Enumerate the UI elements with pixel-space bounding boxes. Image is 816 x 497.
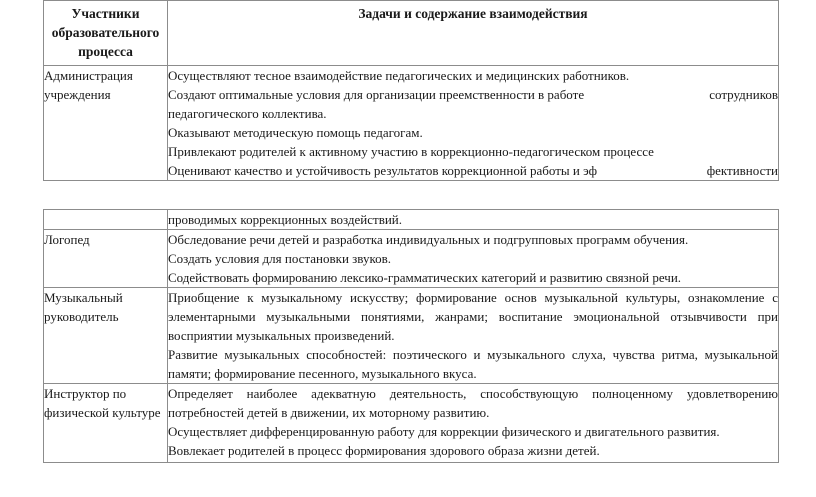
table-row-physical	[44, 384, 779, 463]
music-task-2: Развитие музыкальных способностей: поэтического и музыкального слуха, чувства ритма, музыкальной памяти; формирование песенного, музыкального вкуса.	[168, 347, 778, 381]
admin-task-2-end: сотрудников	[709, 87, 778, 102]
tasks-administration	[168, 66, 779, 181]
role-logoped: Логопед	[44, 230, 168, 288]
admin-task-5-end: фективности	[706, 163, 778, 178]
music-task-1: Приобщение к музыкальному искусству; формирование основ музыкальной культуры, ознакомление с элементарными музыкальными понятиями, жанрами; воспитание эмоциональной отзывчивости при восприятии музыкальных произведений.	[168, 290, 778, 343]
tasks-music-director	[168, 288, 779, 384]
tasks-physical-instructor	[168, 384, 779, 463]
phys-task-2: Осуществляет дифференцированную работу для коррекции физического и двигательного развития.	[168, 424, 720, 439]
admin-task-3: Оказывают методическую помощь педагогам.	[168, 125, 423, 140]
table-row-music	[44, 288, 779, 384]
interaction-table-part-2	[43, 209, 779, 463]
admin-task-5	[168, 161, 778, 180]
logoped-task-2: Создать условия для постановки звуков.	[168, 251, 392, 266]
header-tasks: Задачи и содержание взаимодействия	[168, 1, 779, 66]
role-music-director: Музыкальный руководитель	[44, 288, 168, 384]
table-row-logoped	[44, 230, 779, 288]
admin-task-2-cont: педагогического коллектива.	[168, 106, 327, 121]
table-row-administration	[44, 66, 779, 181]
admin-task-4: Привлекают родителей к активному участию в коррекционно-педагогическом процессе	[168, 144, 654, 159]
admin-task-5-cont: проводимых коррекционных воздействий.	[168, 212, 403, 227]
role-physical-instructor: Инструктор по физической культуре	[44, 384, 168, 463]
interaction-table-part-1	[43, 0, 779, 181]
admin-task-2-start: Создают оптимальные условия для организации преемственности в работе	[168, 87, 585, 102]
admin-task-2	[168, 85, 778, 104]
admin-task-5-start: Оценивают качество и устойчивость результатов коррекционной работы и эф	[168, 163, 598, 178]
role-administration: Администрация учреждения	[44, 66, 168, 181]
table-row-continuation	[44, 210, 779, 230]
header-participants: Участники образовательного процесса	[44, 1, 168, 66]
phys-task-3: Вовлекает родителей в процесс формирования здорового образа жизни детей.	[168, 443, 600, 458]
tasks-continuation	[168, 210, 779, 230]
phys-task-1: Определяет наиболее адекватную деятельность, способствующую полноценному удовлетворению потребностей детей в движении, их моторному развитию.	[168, 386, 778, 420]
logoped-task-3: Содействовать формированию лексико-грамматических категорий и развитию связной речи.	[168, 270, 682, 285]
logoped-task-1: Обследование речи детей и разработка индивидуальных и подгрупповых программ обучения.	[168, 232, 689, 247]
admin-task-1: Осуществляют тесное взаимодействие педагогических и медицинских работников.	[168, 68, 630, 83]
tasks-logoped	[168, 230, 779, 288]
table-header-row	[44, 1, 779, 66]
role-empty	[44, 210, 168, 230]
